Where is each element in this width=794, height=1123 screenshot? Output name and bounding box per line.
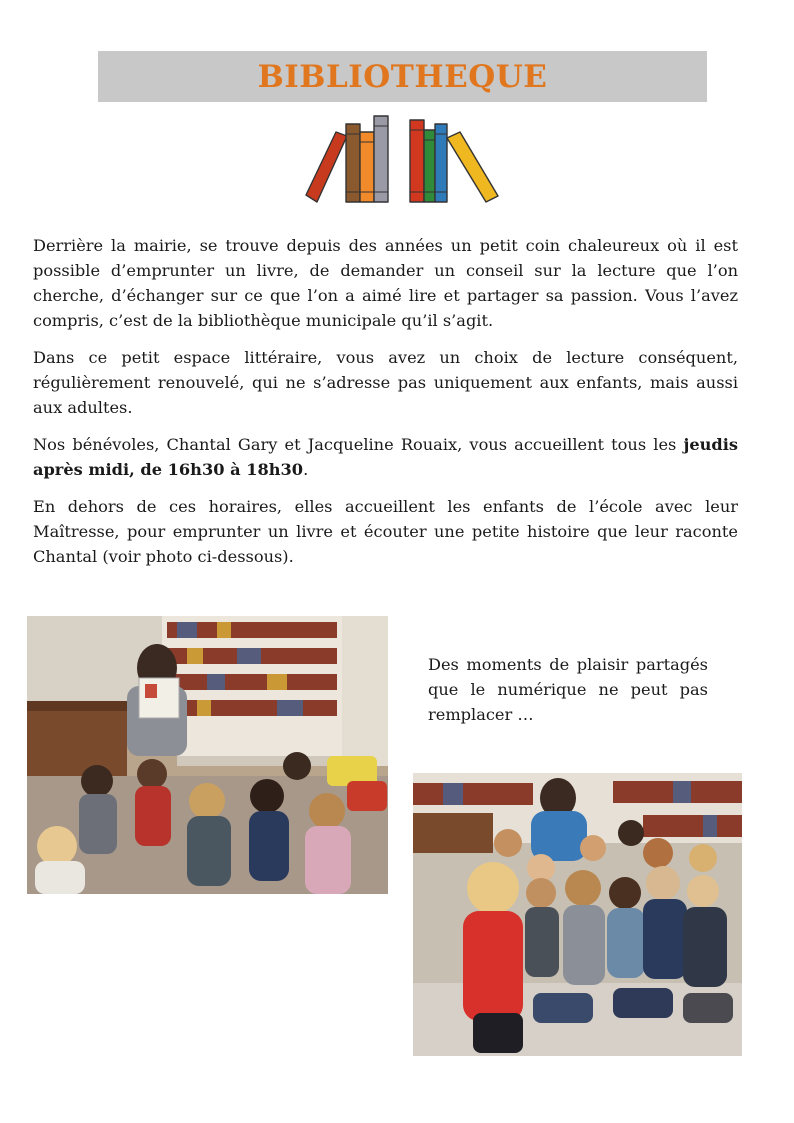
paragraph-opening-hours — [33, 432, 738, 482]
photo-caption: Des moments de plaisir partagés que le numérique ne peut pas remplacer … — [428, 655, 708, 724]
paragraph — [33, 345, 738, 420]
text-segment: En dehors de ces horaires, elles accueillent les enfants de l’école avec leur Maîtresse, pour emprunter un livre et écouter une petite histoire que leur raconte Chantal (voir photo ci-dessous). — [33, 497, 738, 566]
photo-story-reading — [27, 616, 388, 894]
opening-hours: jeudis après midi, de 16h30 à 18h30 — [33, 435, 738, 479]
books-icon — [300, 110, 505, 208]
text-segment: Dans ce petit espace littéraire, vous avez un choix de lecture conséquent, régulièrement renouvelé, qui ne s’adresse pas uniquement aux enfants, mais aussi aux adultes. — [33, 348, 738, 417]
title-banner — [98, 51, 707, 102]
photo-children-group — [413, 773, 742, 1056]
paragraph — [33, 233, 738, 333]
text-segment: Derrière la mairie, se trouve depuis des années un petit coin chaleureux où il est possible d’emprunter un livre, de demander un conseil sur la lecture que l’on cherche, d’échanger sur ce que l’on a aimé lire et partager sa passion. Vous l’avez compris, c’est de la bibliothèque municipale qu’il s’agit. — [33, 236, 738, 330]
text-segment: . — [303, 460, 309, 479]
article-body — [33, 233, 738, 581]
text-segment: Nos bénévoles, Chantal Gary et Jacqueline Rouaix, vous accueillent tous les — [33, 435, 684, 454]
paragraph — [33, 494, 738, 569]
page-title: BIBLIOTHEQUE — [257, 58, 548, 95]
